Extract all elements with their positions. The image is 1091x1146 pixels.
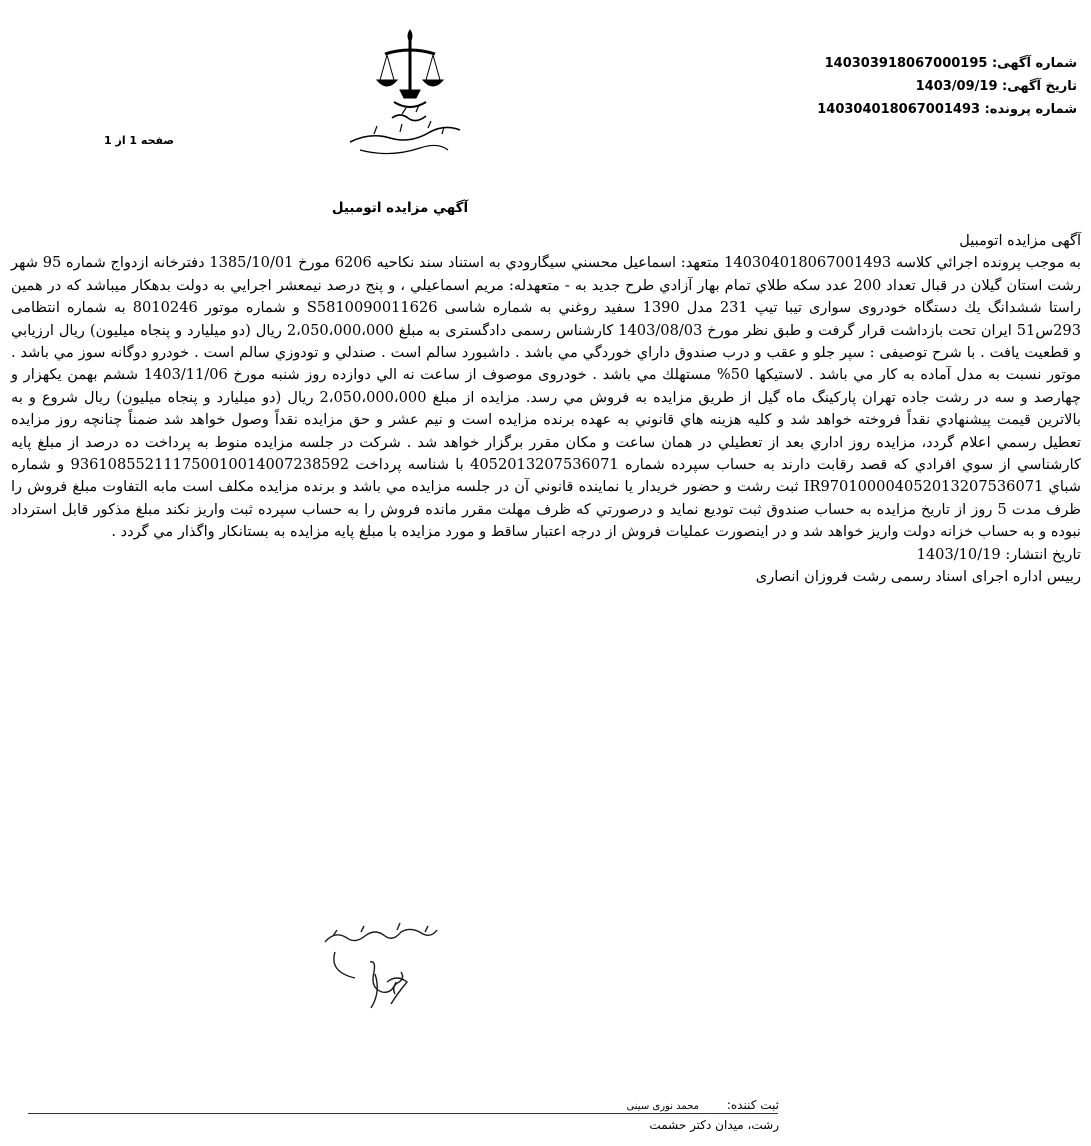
ad-header-info xyxy=(757,52,1077,121)
publish-date: 1403/10/19 xyxy=(916,545,1001,563)
footer xyxy=(439,1096,779,1134)
ad-date-row xyxy=(757,75,1077,98)
footer-divider xyxy=(28,1113,778,1114)
case-number-label: شماره پرونده: xyxy=(984,102,1077,117)
signatory: رییس اداره اجرای اسناد رسمی رشت فروزان انصاری xyxy=(755,568,1081,586)
publish-date-label: تاریخ انتشار: xyxy=(1005,545,1081,563)
ad-date-label: تاریخ آگهی: xyxy=(1002,79,1077,94)
ad-number-label: شماره آگهی: xyxy=(991,56,1077,71)
footer-address: رشت، میدان دکتر حشمت xyxy=(649,1118,779,1132)
judiciary-logo xyxy=(330,22,480,162)
ad-number: 140303918067000195 xyxy=(824,56,988,71)
ad-date: 1403/09/19 xyxy=(915,79,998,94)
notice-body xyxy=(11,230,1081,589)
registrar-label: ثبت کننده: xyxy=(726,1098,779,1112)
scales-emblem-icon xyxy=(330,22,480,162)
handwritten-signature-icon xyxy=(315,912,465,1027)
publish-date-row xyxy=(11,544,1081,566)
notice-paragraph: به موجب پرونده اجرائي كلاسه 140304018067001493 متعهد: اسماعيل محسني سيگارودي به استناد سند نكاحيه 6206 مورخ 1385/10/01 دفترخانه ازدواج شماره 95 شهر رشت استان گيلان در قبال تعداد 200 عدد سكه طلاي تمام بهار آزادي طرح جديد به - متعهدله: مريم اسماعيلي ، و پنج درصد نيمعشر اجرايي به دولت بدهكار ميباشد كه در همين راستا ششدانگ يك دستگاه خودروی سواری تيبا تيپ 231 مدل 1390 سفيد روغني به شماره شاسی S5810090011626 و شماره موتور 8010246 به شماره انتظامی 293س51 ايران تحت بازداشت قرار گرفت و طبق نظر مورخ 1403/08/03 كارشناس رسمی دادگستری به مبلغ 2،050،000،000 ريال (دو ميليارد و پنجاه ميليون) ريال ارزيابي و قطعيت يافت . با شرح توصيفی : سپر جلو و عقب و درب صندوق داراي خوردگي مي باشد . داشبورد سالم است . صندلي و تودوزي سالم است . خودرو دوگانه سوز مي باشد . موتور نسبت به مدل آماده به كار مي باشد . لاستيكها 50% مستهلك مي باشد . خودروی موصوف از ساعت نه الي دوازده روز شنبه مورخ 1403/11/06 ششم بهمن يكهزار و چهارصد و سه در رشت جاده تهران پاركينگ ماه گيل از طريق مزايده به فروش مي رسد. مزايده از مبلغ 2،050،000،000 ريال (دو ميليارد و پنجاه ميليون) ريال شروع و به بالاترين قيمت پيشنهادي نقداً فروخته خواهد شد و كليه هزينه هاي قانوني به عهده برنده مزايده است و نيم عشر و حق مزايده نقداً وصول خواهد شد ضمناً چنانچه روز مزايده تعطيل رسمي اعلام گردد، مزايده روز اداري بعد از تعطيلي در همان ساعت و مكان مقرر برگزار خواهد شد . شركت در جلسه مزايده منوط به پرداخت ده درصد از مبلغ پايه كارشناسي از سوي افرادي كه قصد رقابت دارند به حساب سپرده شماره 4052013207536071 با شناسه پرداخت 936108552111750010014007238592 و شماره شباي IR970100004052013207536071 ثبت رشت و حضور خريدار يا نماينده قانوني آن در جلسه مزايده مي باشد و برنده مزايده مكلف است مابه التفاوت مبلغ فروش را ظرف مدت 5 روز از تاريخ مزايده به حساب صندوق ثبت توديع نمايد و درصورتي كه ظرف مهلت مقرر مانده فروش را به حساب سپرده ثبت واريز نكند مبلغ مذكور قابل استرداد نبوده و به حساب خزانه دولت واريز خواهد شد و در اينصورت عمليات فروش از درجه اعتبار ساقط و مورد مزايده با مبلغ پايه مزايده به بستانكار واگذار مي گردد . xyxy=(11,254,1082,541)
registrar-name: محمد نوری سینی xyxy=(626,1101,700,1112)
ad-number-row xyxy=(757,52,1077,75)
page-number: صفحه 1 از 1 xyxy=(104,134,175,147)
case-number: 140304018067001493 xyxy=(817,102,981,117)
notice-subtitle: آگهی مزایده اتومبیل xyxy=(959,232,1081,249)
case-number-row xyxy=(757,98,1077,121)
signature xyxy=(315,912,465,1027)
document-title: آگهي مزايده اتومبيل xyxy=(331,200,469,216)
